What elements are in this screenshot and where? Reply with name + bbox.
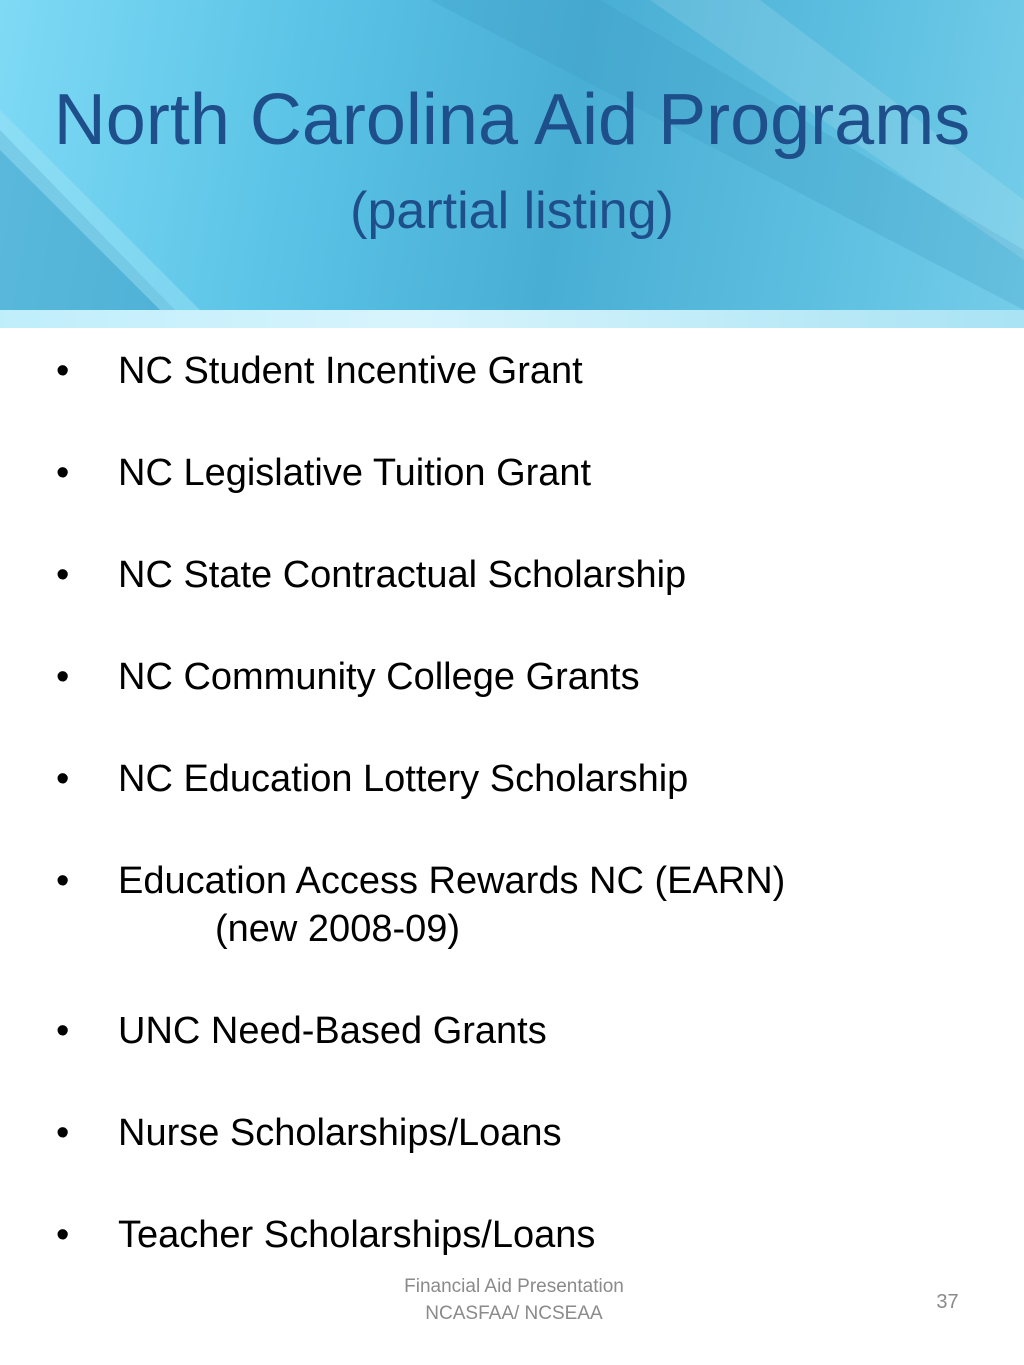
program-label: NC Education Lottery Scholarship bbox=[118, 758, 689, 800]
program-label: UNC Need-Based Grants bbox=[118, 1010, 547, 1052]
page-number: 37 bbox=[936, 1291, 959, 1313]
bullet-icon: • bbox=[56, 554, 70, 596]
bullet-icon: • bbox=[56, 452, 70, 494]
bullet-icon: • bbox=[56, 860, 70, 902]
program-label: Teacher Scholarships/Loans bbox=[118, 1214, 596, 1256]
slide-title: North Carolina Aid Programs bbox=[53, 80, 971, 160]
program-note: (new 2008-09) bbox=[215, 908, 461, 950]
bullet-icon: • bbox=[56, 656, 70, 698]
bullet-icon: • bbox=[56, 350, 70, 392]
program-label: Nurse Scholarships/Loans bbox=[118, 1112, 562, 1154]
program-label: NC Legislative Tuition Grant bbox=[118, 452, 592, 494]
slide-subtitle: (partial listing) bbox=[350, 182, 674, 240]
bullet-icon: • bbox=[56, 1214, 70, 1256]
program-label: NC Student Incentive Grant bbox=[118, 350, 583, 392]
bullet-icon: • bbox=[56, 1010, 70, 1052]
program-label: Education Access Rewards NC (EARN) bbox=[118, 860, 786, 902]
footer-line-2: NCASFAA/ NCSEAA bbox=[425, 1303, 603, 1324]
slide-footer bbox=[364, 1273, 664, 1327]
bullet-icon: • bbox=[56, 758, 70, 800]
header-divider-stripe bbox=[0, 310, 1024, 328]
program-label: NC Community College Grants bbox=[118, 656, 640, 698]
program-label: NC State Contractual Scholarship bbox=[118, 554, 687, 596]
bullet-icon: • bbox=[56, 1112, 70, 1154]
footer-line-1: Financial Aid Presentation bbox=[404, 1276, 624, 1297]
